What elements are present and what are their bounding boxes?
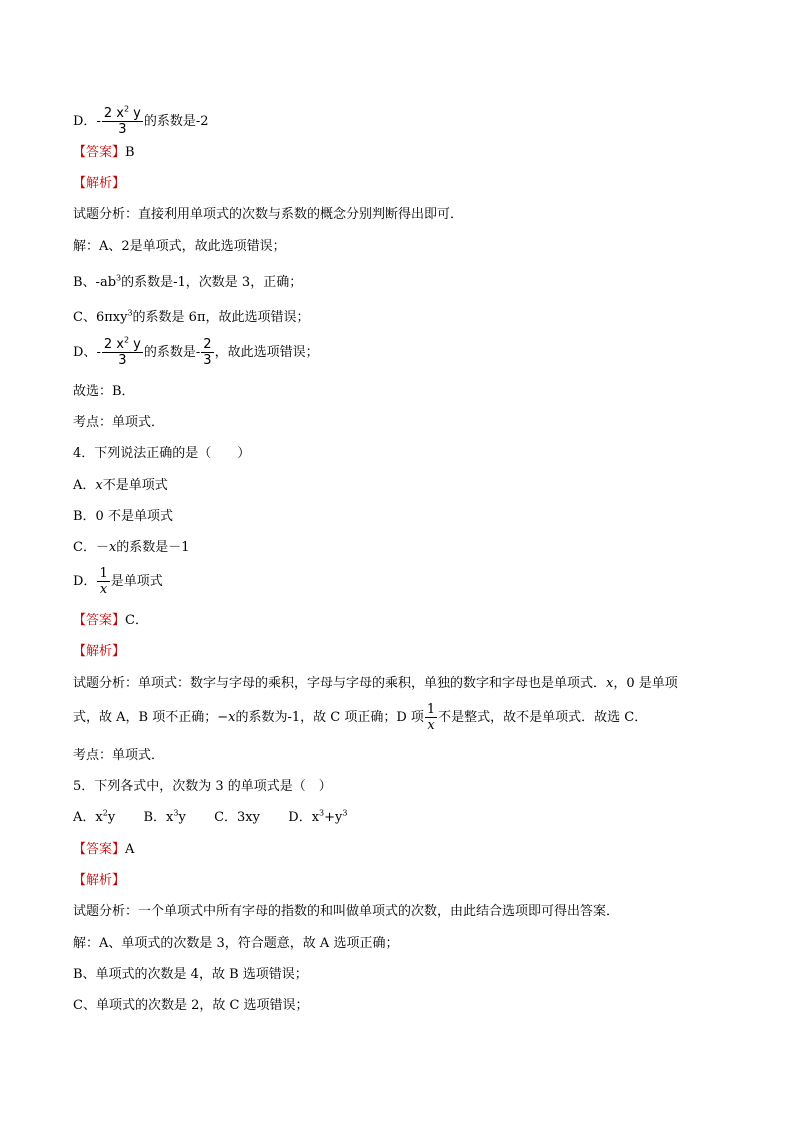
q5-stem: 5．下列各式中，次数为 3 的单项式是（ ） bbox=[73, 779, 332, 794]
exponent: 3 bbox=[127, 308, 133, 318]
option-text: 是单项式 bbox=[110, 574, 163, 589]
solution-text: C、6πxy bbox=[73, 310, 128, 325]
analysis-text: 式，故 A，B 项不正确；− bbox=[73, 710, 229, 725]
minus-sign: - bbox=[96, 345, 101, 360]
solution-text: ，故此选项错误； bbox=[214, 345, 319, 360]
option-text: 不是单项式 bbox=[102, 478, 168, 493]
q4-option-b: B．0 不是单项式 bbox=[73, 509, 173, 524]
option-text: +y bbox=[324, 810, 343, 825]
q4-analysis-line2 bbox=[73, 702, 647, 733]
option-text: 的系数是-2 bbox=[143, 114, 209, 129]
prev-option-d bbox=[73, 106, 209, 137]
exponent: 3 bbox=[319, 808, 325, 818]
answer-value: B bbox=[125, 145, 135, 160]
fraction-denominator: x bbox=[427, 718, 435, 733]
option-text: y bbox=[107, 810, 116, 825]
variable: x bbox=[108, 540, 117, 555]
option-text: D．x bbox=[288, 810, 320, 825]
analysis-text: ，0 是单项 bbox=[613, 676, 678, 691]
q5-option-b bbox=[143, 810, 185, 825]
q5-solution-b: B、单项式的次数是 4，故 B 选项错误； bbox=[73, 967, 308, 982]
exponent: 3 bbox=[173, 808, 179, 818]
answer-tag: 【答案】 bbox=[73, 613, 126, 628]
fraction bbox=[425, 702, 437, 733]
q5-answer bbox=[73, 841, 134, 859]
fraction-numerator: 2 x bbox=[103, 337, 124, 352]
q4-option-a bbox=[73, 477, 168, 495]
fraction bbox=[201, 337, 213, 368]
fraction-numerator: 2 x bbox=[103, 106, 124, 121]
option-label: A． bbox=[73, 478, 96, 493]
analysis-text: 的系数为-1，故 C 项正确；D 项 bbox=[235, 710, 424, 725]
solution-text: 的系数是-1，次数是 3，正确； bbox=[121, 275, 303, 290]
q4-stem: 4．下列说法正确的是（ ） bbox=[73, 446, 251, 461]
fraction-numerator-tail: y bbox=[129, 337, 141, 352]
analysis-text: 试题分析：单项式：数字与字母的乘积，字母与字母的乘积，单独的数字和字母也是单项式． bbox=[73, 676, 607, 691]
q5-solution-a: 解：A、单项式的次数是 3，符合题意，故 A 选项正确； bbox=[73, 936, 399, 951]
minus-sign: - bbox=[96, 114, 101, 129]
fraction bbox=[97, 566, 109, 597]
q5-analysis-text: 试题分析：一个单项式中所有字母的指数的和叫做单项式的次数，由此结合选项即可得出答案． bbox=[73, 904, 620, 919]
q4-point: 考点：单项式． bbox=[73, 748, 165, 763]
variable: x bbox=[95, 478, 103, 493]
q4-analysis-line1 bbox=[73, 675, 678, 693]
q3-solution-a: 解：A、2是单项式，故此选项错误； bbox=[73, 239, 286, 254]
q3-solution-c bbox=[73, 309, 310, 327]
q5-analysis-tag: 【解析】 bbox=[73, 873, 126, 888]
answer-value: A bbox=[125, 842, 135, 857]
q4-answer bbox=[73, 612, 148, 630]
fraction-numerator-tail: y bbox=[129, 106, 141, 121]
option-label: D． bbox=[73, 114, 97, 129]
fraction bbox=[102, 337, 143, 368]
q5-option-a bbox=[73, 810, 115, 825]
q3-analysis-tag: 【解析】 bbox=[73, 176, 126, 191]
fraction-denominator: x bbox=[99, 582, 108, 597]
variable: x bbox=[228, 710, 236, 725]
q3-solution-b bbox=[73, 274, 302, 292]
option-text: y bbox=[178, 810, 186, 825]
answer-tag: 【答案】 bbox=[73, 145, 126, 160]
option-text: A．x bbox=[73, 810, 103, 825]
answer-tag: 【答案】 bbox=[73, 842, 126, 857]
fraction bbox=[102, 106, 143, 137]
exponent: 3 bbox=[116, 273, 122, 283]
fraction-numerator: 2 bbox=[203, 337, 212, 352]
q3-point: 考点：单项式． bbox=[73, 415, 165, 430]
option-text: 的系数是－1 bbox=[116, 540, 190, 555]
q5-solution-c: C、单项式的次数是 2，故 C 选项错误； bbox=[73, 998, 309, 1013]
solution-text: 的系数是- bbox=[143, 345, 201, 360]
solution-text: 的系数是 6π，故此选项错误； bbox=[132, 310, 310, 325]
q3-solution-d bbox=[73, 337, 319, 368]
q3-answer bbox=[73, 144, 135, 162]
q5-option-d bbox=[288, 810, 347, 825]
option-text: B．x bbox=[143, 810, 174, 825]
q3-choose: 故选：B． bbox=[73, 384, 135, 399]
answer-value: C． bbox=[125, 613, 148, 628]
exponent: 3 bbox=[342, 808, 348, 818]
q5-option-c: C．3xy bbox=[214, 810, 260, 825]
variable: x bbox=[606, 676, 614, 691]
solution-text: B、-ab bbox=[73, 275, 117, 290]
fraction-denominator: 3 bbox=[118, 122, 127, 137]
exponent: 2 bbox=[123, 104, 130, 114]
q5-options bbox=[73, 809, 347, 827]
fraction-denominator: 3 bbox=[118, 353, 127, 368]
exponent: 2 bbox=[102, 808, 108, 818]
exponent: 2 bbox=[123, 335, 130, 345]
fraction-denominator: 3 bbox=[203, 353, 212, 368]
q3-analysis-text: 试题分析：直接利用单项式的次数与系数的概念分别判断得出即可． bbox=[73, 207, 464, 222]
option-label: C．－ bbox=[73, 540, 109, 555]
solution-label: D、 bbox=[73, 345, 97, 360]
fraction-numerator: 1 bbox=[99, 566, 108, 581]
fraction-numerator: 1 bbox=[426, 702, 436, 717]
q4-option-d bbox=[73, 566, 163, 597]
q4-analysis-tag: 【解析】 bbox=[73, 644, 126, 659]
analysis-text: 不是整式，故不是单项式．故选 C． bbox=[438, 710, 648, 725]
q4-option-c bbox=[73, 539, 190, 557]
option-label: D． bbox=[73, 574, 97, 589]
